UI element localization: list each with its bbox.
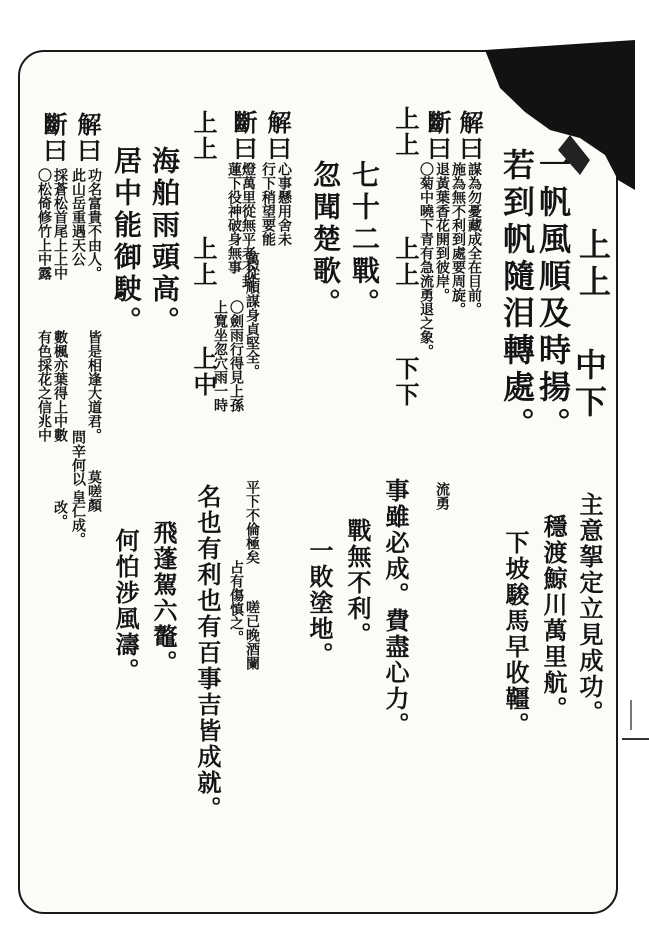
verse-s2-3: 事雖必成。費盡心力。: [381, 478, 410, 738]
verse-s4-2: 居中能御駛。: [110, 146, 143, 338]
jie-label-s3: 解曰: [263, 110, 292, 162]
tail-text-s4-a: 問辛何以: [70, 430, 86, 486]
tail-s1: 流勇: [434, 482, 450, 510]
duan-text-s3-d: 上寬坐忽穴雨一時: [212, 300, 228, 412]
inscription-s1: 主意挐定立見成功。: [575, 492, 604, 726]
jie-label-s1: 解曰: [455, 110, 484, 162]
jie-text-s1-b: 施為無不利到處要周旋。: [450, 162, 466, 316]
verse-s4-1: 海舶雨頭高。: [148, 146, 181, 338]
verse-s1-1: 一帆風順及時揚。: [534, 148, 572, 444]
duan-text-s3-b: 蓮下役神破身無事: [226, 162, 242, 274]
verse-s2-4: 戰無不利。: [343, 518, 372, 648]
verse-s1-3: 穩渡鯨川萬里航。: [539, 514, 568, 722]
tail-text-s4-b: 莫嗟顏: [86, 470, 102, 512]
duan-text-s1-b: 〇菊中曉下青有急流勇退之象。: [418, 162, 434, 358]
jie-text-s4-c: 皆是相逢大道君。: [86, 330, 102, 442]
edge-tick: [630, 700, 632, 730]
extra-text-s3-c: 嗟已晚酒闌: [244, 600, 260, 670]
duan-label-s4: 斷曰: [39, 112, 68, 164]
duan-label-s3: 斷曰: [229, 110, 258, 162]
duan-text-s4-d: 有色採花之信兆中: [36, 330, 52, 442]
closing-s3: 名也有利也有百事吉皆成就。: [193, 484, 222, 822]
duan-text-s3-c: 〇劍雨行得見上孫: [228, 300, 244, 412]
verse-s2-5: 一敗塗地。: [305, 538, 334, 668]
rating-s1-3: 下下: [391, 356, 420, 408]
rating-s3-1: 上上: [189, 110, 218, 162]
duan-text-s4-b: 〇松倚修竹上中露: [36, 168, 52, 280]
verse-s1-2: 若到帆隨泪轉處。: [498, 148, 536, 444]
duan-text-s4-a: 採蒼松首尾上上中: [52, 168, 68, 280]
jie-text-s3-c: 萬從順謀身貞堅全。: [244, 252, 260, 378]
verse-s2-2: 忽聞楚歌。: [309, 160, 342, 320]
jie-text-s1-a: 謀為勿憂藏成全在目前。: [466, 162, 482, 316]
duan-text-s1-a: 退黃葉香花開到彼岸。: [434, 162, 450, 302]
verse-s1-4: 下坡駿馬早收韁。: [501, 530, 530, 738]
duan-label-s1: 斷曰: [423, 110, 452, 162]
extra-text-s3-b: 占有傷慎之。: [228, 560, 244, 644]
rating-s1-2: 上上: [391, 236, 420, 288]
jie-text-s3-a: 心事懸用舍未: [276, 162, 292, 246]
rating-s1-1: 上上: [391, 106, 420, 158]
duan-text-s4-c: 數楓亦葉得上中數: [52, 330, 68, 442]
jie-label-s4: 解曰: [73, 112, 102, 164]
tail-text-s4-d: 改。: [52, 500, 68, 528]
rating-s3-2: 上上: [189, 236, 218, 288]
jie-text-s4-a: 功名富貴不由人。: [86, 168, 102, 280]
jie-text-s3-b: 行下稍望要能: [260, 162, 276, 246]
verse-s2-1: 七十二戰。: [348, 160, 381, 320]
jie-text-s4-b: 此山岳重遇天公: [70, 168, 86, 266]
extra-text-s3-a: 平下不倫極矣: [244, 480, 260, 564]
tail-text-s4-c: 皇仁成。: [70, 490, 86, 546]
verse-s4-4: 何怕涉風濤。: [111, 528, 140, 684]
duan-text-s3-a: 燈萬里從無平老不封: [240, 162, 256, 288]
edge-mark: [622, 738, 649, 740]
fortune-s1: 上上: [574, 228, 612, 302]
sublabel-s1: 中下: [570, 348, 608, 422]
verse-s4-3: 飛蓬駕六鼇。: [149, 520, 178, 676]
rating-s3-3: 上中: [189, 346, 218, 398]
